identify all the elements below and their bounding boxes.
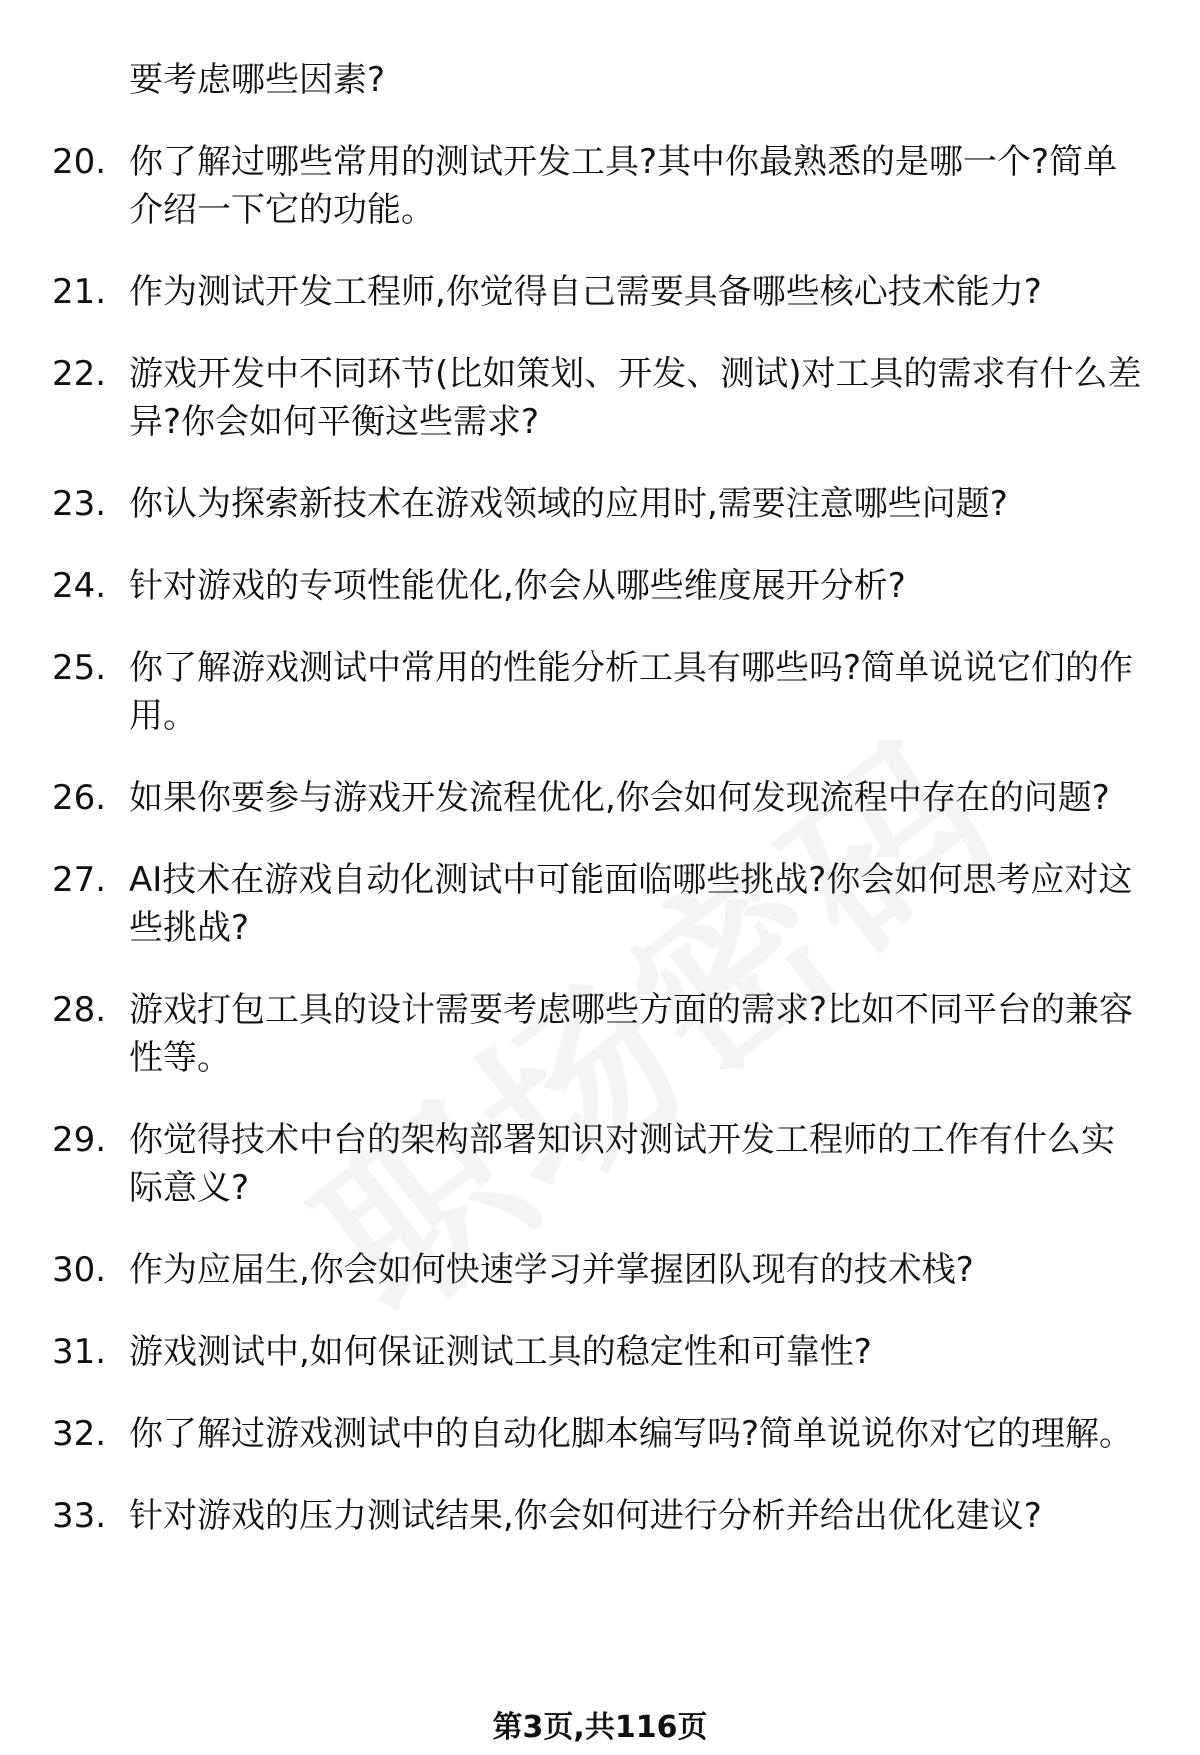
question-item	[0, 1116, 1200, 1212]
question-text: 你认为探索新技术在游戏领域的应用时,需要注意哪些问题?	[129, 484, 1008, 524]
question-item	[0, 856, 1200, 952]
question-item	[0, 986, 1200, 1082]
question-number: 30.	[52, 1250, 107, 1290]
question-list	[0, 56, 1200, 1574]
question-text: 你了解过哪些常用的测试开发工具?其中你最熟悉的是哪一个?简单介绍一下它的功能。	[129, 142, 1118, 230]
question-item	[0, 1410, 1200, 1458]
question-text: 游戏测试中,如何保证测试工具的稳定性和可靠性?	[129, 1332, 872, 1372]
question-item	[0, 350, 1200, 446]
question-number: 29.	[52, 1120, 107, 1160]
question-text: 作为应届生,你会如何快速学习并掌握团队现有的技术栈?	[129, 1250, 974, 1290]
question-item	[0, 1246, 1200, 1294]
question-text: AI技术在游戏自动化测试中可能面临哪些挑战?你会如何思考应对这些挑战?	[129, 860, 1133, 948]
question-text: 如果你要参与游戏开发流程优化,你会如何发现流程中存在的问题?	[129, 778, 1110, 818]
question-text: 针对游戏的专项性能优化,你会从哪些维度展开分析?	[129, 566, 906, 606]
question-number: 27.	[52, 860, 107, 900]
question-number: 25.	[52, 648, 107, 688]
question-number: 31.	[52, 1332, 107, 1372]
question-item	[0, 480, 1200, 528]
question-number: 22.	[52, 354, 107, 394]
question-number: 21.	[52, 272, 107, 312]
question-number: 20.	[52, 142, 107, 182]
question-number: 28.	[52, 990, 107, 1030]
question-item	[0, 774, 1200, 822]
question-item	[0, 1328, 1200, 1376]
question-item	[0, 138, 1200, 234]
question-item	[0, 562, 1200, 610]
question-number: 24.	[52, 566, 107, 606]
question-text: 游戏打包工具的设计需要考虑哪些方面的需求?比如不同平台的兼容性等。	[129, 990, 1134, 1078]
question-number: 23.	[52, 484, 107, 524]
question-number: 26.	[52, 778, 107, 818]
question-number: 33.	[52, 1496, 107, 1536]
page-footer: 第3页,共116页	[492, 1710, 708, 1745]
question-text: 你了解游戏测试中常用的性能分析工具有哪些吗?简单说说它们的作用。	[129, 648, 1134, 736]
question-item	[0, 1492, 1200, 1540]
question-item	[0, 644, 1200, 740]
question-text: 你觉得技术中台的架构部署知识对测试开发工程师的工作有什么实际意义?	[129, 1120, 1115, 1208]
question-text: 游戏开发中不同环节(比如策划、开发、测试)对工具的需求有什么差异?你会如何平衡这些需求?	[129, 354, 1142, 442]
continued-question-text: 要考虑哪些因素?	[129, 60, 386, 100]
question-item	[0, 268, 1200, 316]
question-text: 作为测试开发工程师,你觉得自己需要具备哪些核心技术能力?	[129, 272, 1042, 312]
question-number: 32.	[52, 1414, 107, 1454]
question-text: 针对游戏的压力测试结果,你会如何进行分析并给出优化建议?	[129, 1496, 1042, 1536]
question-text: 你了解过游戏测试中的自动化脚本编写吗?简单说说你对它的理解。	[129, 1414, 1134, 1454]
